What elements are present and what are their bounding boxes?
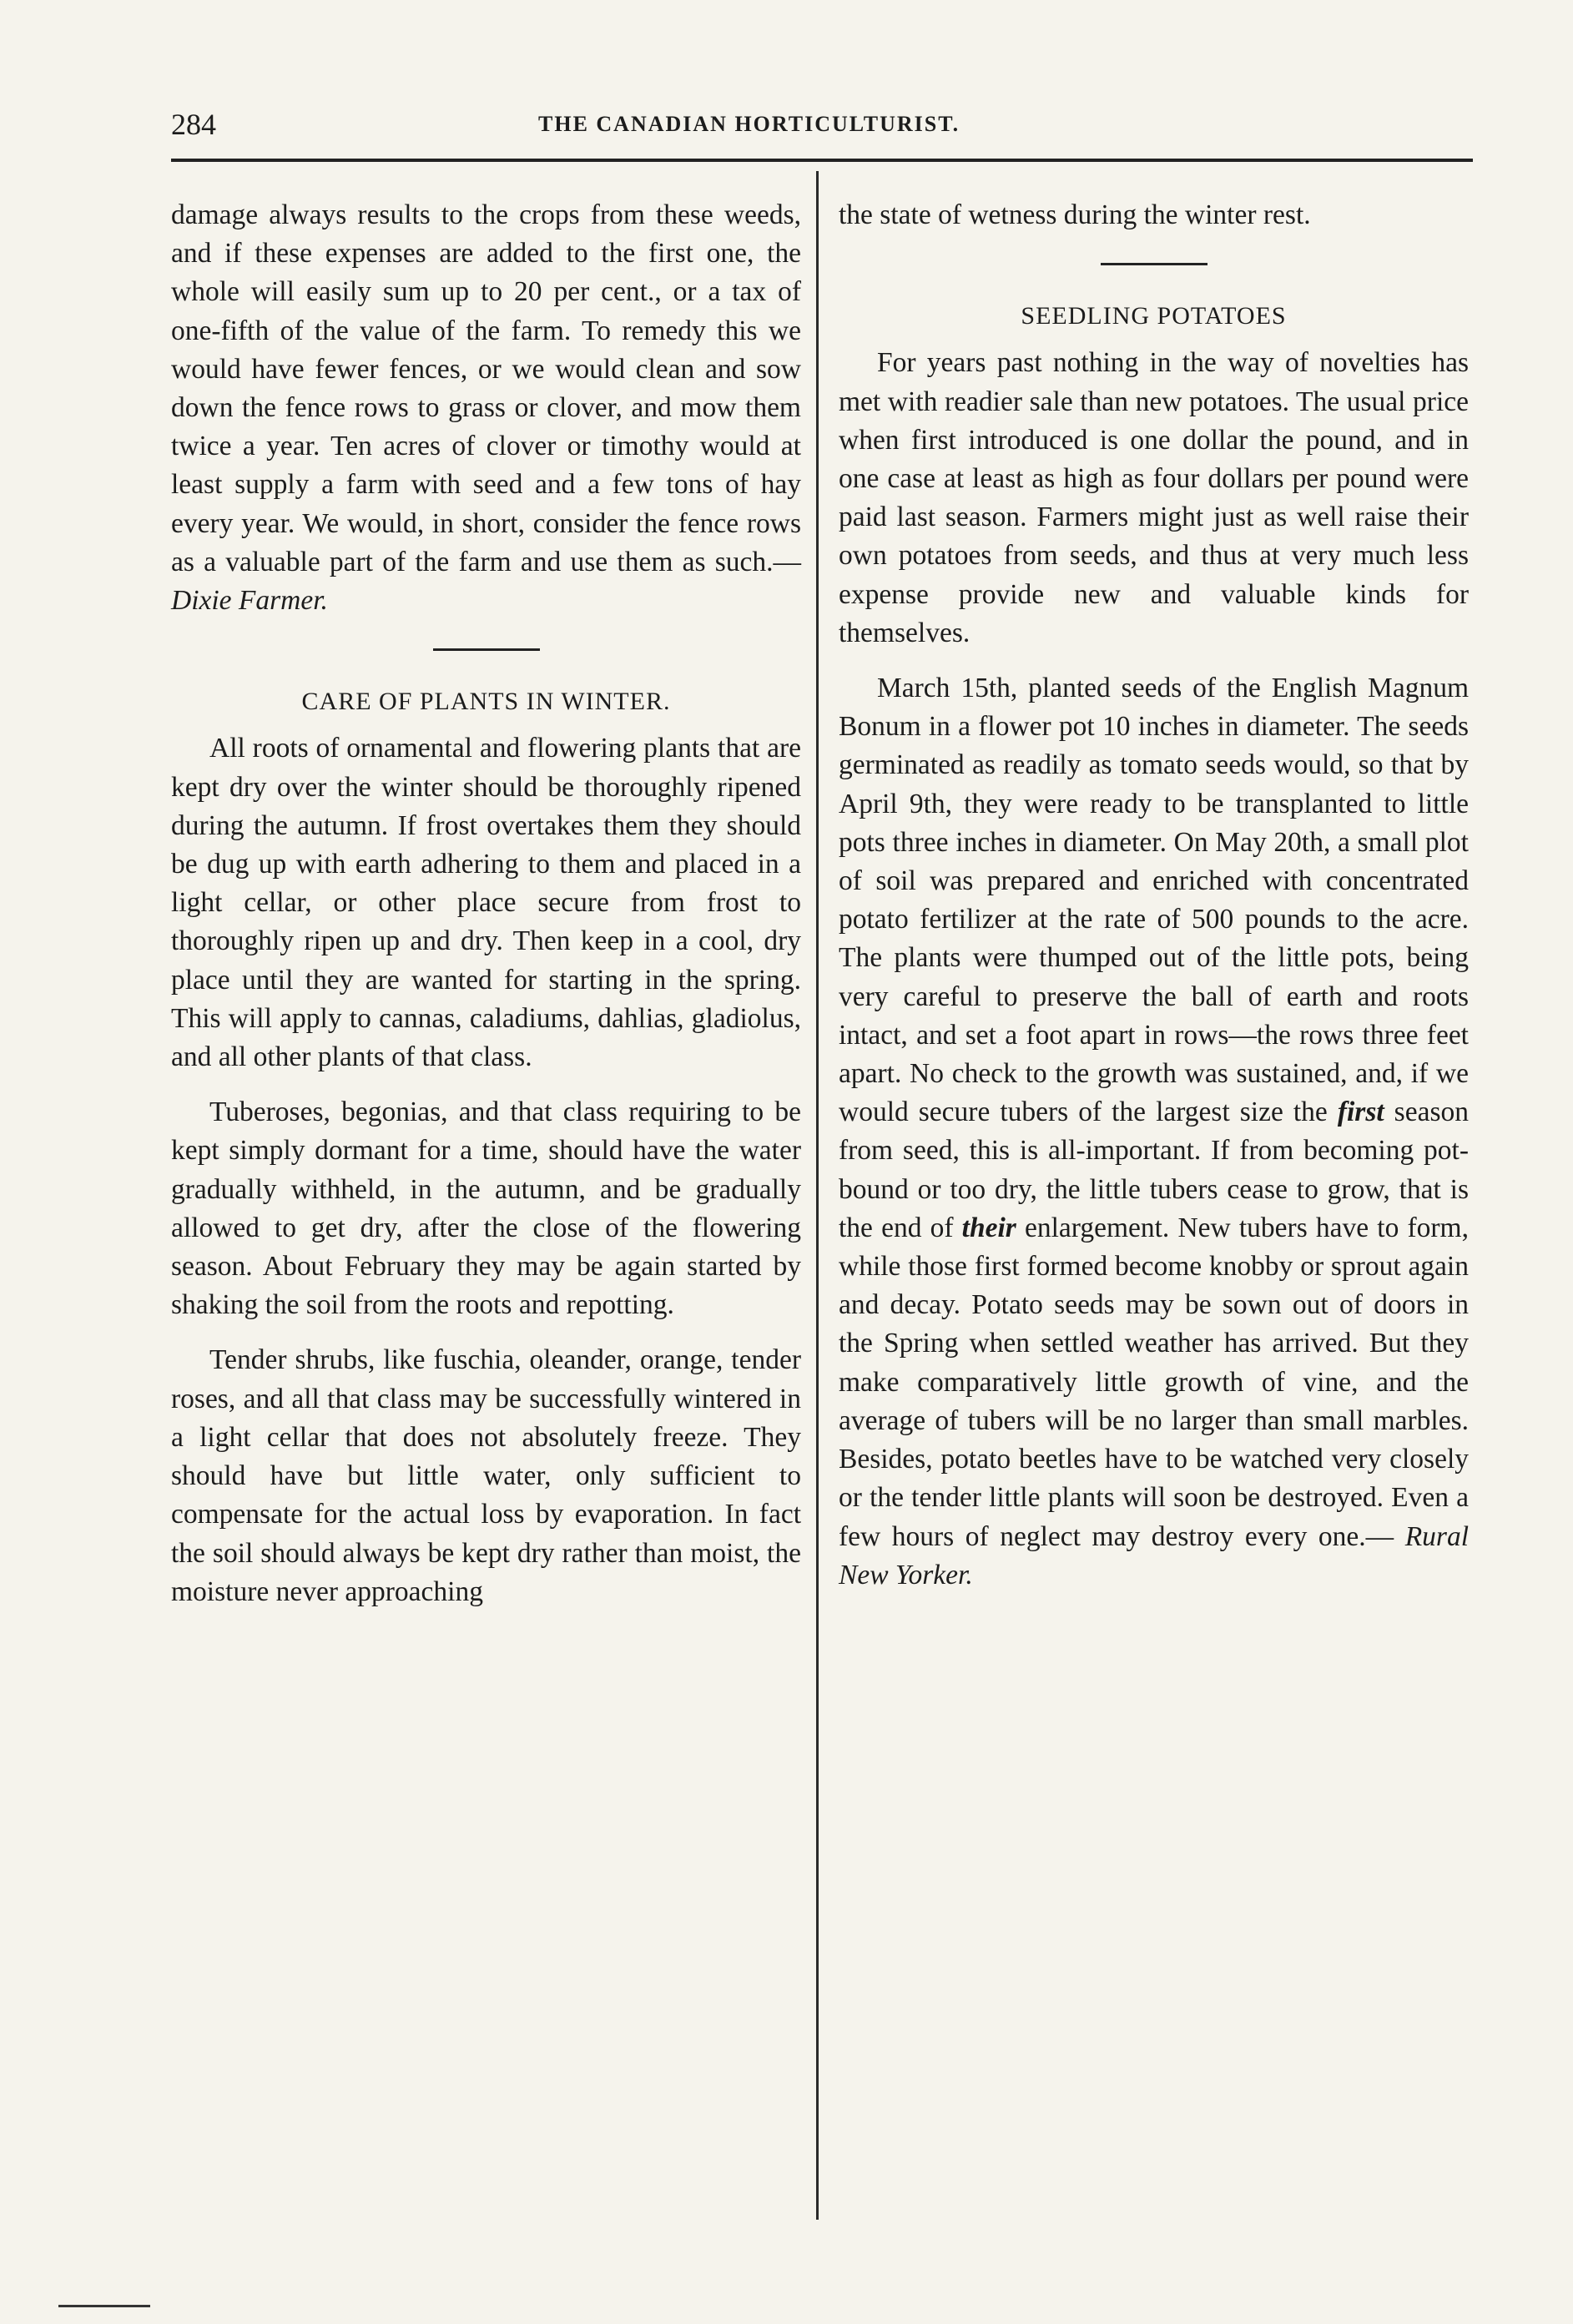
emphasis-text: first xyxy=(1337,1096,1384,1128)
article-continuation xyxy=(171,196,801,620)
section-title-care-of-plants: CARE OF PLANTS IN WINTER. xyxy=(301,688,671,716)
continuation-text: damage always results to the crops from these weeds, and if these expenses are added to the first one, the whole will easily sum up to 20 per cent., or a tax of one-fifth of the value of the farm. To remedy this we would have fewer fences, or we would clean and sow down the fence rows to grass or clover, and mow them twice a year. Ten acres of clover or timothy would at least supply a farm with seed and a few tons of hay every year. We would, in short, consider the fence rows as a valuable part of the farm and use them as such.— xyxy=(171,199,801,577)
paragraph: All roots of ornamental and flowering plants that are kept dry over the winter should be thoroughly ripened during the autumn. If frost overtakes them they should be dug up with earth adhering to them and placed in a light cellar, or other place secure from frost to thoroughly ripen up and dry. Then keep in a cool, dry place until they are wanted for starting in the spring. This will apply to cannas, caladiums, dahlias, gladiolus, and all other plants of that class. xyxy=(171,733,801,1073)
continuation-source: Dixie Farmer. xyxy=(171,585,328,617)
paragraph xyxy=(839,669,1469,1595)
page-number: 284 xyxy=(171,108,216,141)
header-rule xyxy=(171,159,1473,162)
left-column xyxy=(171,196,801,1611)
footer-mark xyxy=(58,2305,150,2307)
paragraph-continuation: the state of wetness during the winter rest. xyxy=(839,199,1311,230)
section-separator xyxy=(1101,263,1207,265)
emphasis-text: their xyxy=(961,1212,1016,1243)
paragraph-text: season from seed, this is all-important. If from becoming pot-bound or too dry, the little tubers cease to grow, that is the end of xyxy=(839,1096,1469,1243)
column-divider xyxy=(816,171,819,2220)
paragraph-text: March 15th, planted seeds of the English Magnum Bonum in a flower pot 10 inches in diameter. The seeds germinated as readily as tomato seeds would, so that by April 9th, they were ready to be transplanted to little pots three inches in diameter. On May 20th, a small plot of soil was prepared and enriched with concentrated potato fertilizer at the rate of 500 pounds to the acre. The plants were thumped out of the little pots, being very careful to preserve the ball of earth and roots intact, and set a foot apart in rows—the rows three feet apart. No check to the growth was sustained, and, if we would secure tubers of the largest size the xyxy=(839,673,1469,1128)
running-head: THE CANADIAN HORTICULTURIST. xyxy=(538,112,960,136)
section-separator xyxy=(433,648,540,651)
paragraph-text: enlargement. New tubers have to form, while those first formed become knobby or sprout again and decay. Potato seeds may be sown out of doors in the Spring when settled weather has arrived. But they make comparatively little growth of vine, and the average of tubers will be no larger than small marbles. Besides, potato beetles have to be watched very closely or the tender little plants will soon be destroyed. Even a few hours of neglect may destroy every one.— xyxy=(839,1212,1469,1552)
section-title-seedling-potatoes: SEEDLING POTATOES xyxy=(1021,302,1287,330)
article-source: Rural New Yorker. xyxy=(839,1520,1469,1591)
paragraph: Tender shrubs, like fuschia, oleander, orange, tender roses, and all that class may be successfully wintered in a light cellar that does not absolutely freeze. They should have but little water, only sufficient to compensate for the actual loss by evaporation. In fact the soil should always be kept dry rather than moist, the moisture never approaching xyxy=(171,1344,801,1607)
paragraph: For years past nothing in the way of novelties has met with readier sale than new potatoes. The usual price when first introduced is one dollar the pound, and in one case at least as high as four dollars per pound were paid last season. Farmers might just as well raise their own potatoes from seeds, and thus at very much less expense provide new and valuable kinds for themselves. xyxy=(839,347,1469,648)
paragraph: Tuberoses, begonias, and that class requiring to be kept simply dormant for a time, should have the water gradually withheld, in the autumn, and be gradually allowed to get dry, after the close of the flowering season. About February they may be again started by shaking the soil from the roots and repotting. xyxy=(171,1096,801,1321)
page-header xyxy=(171,107,1473,149)
right-column xyxy=(839,196,1469,1595)
